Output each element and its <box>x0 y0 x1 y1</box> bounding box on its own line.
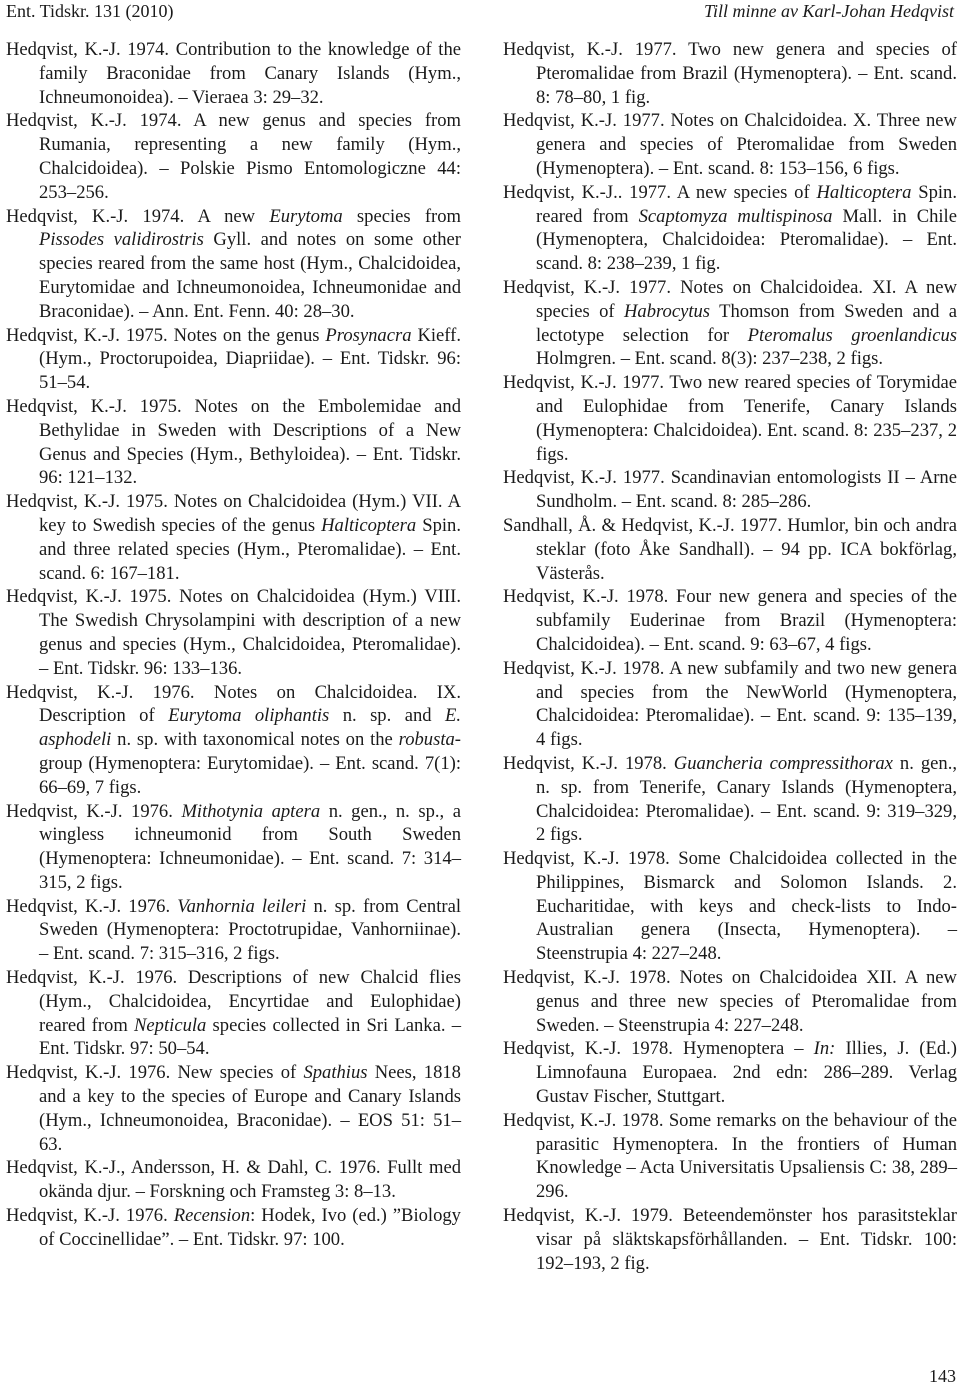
reference-entry <box>503 657 957 752</box>
text-segment: Mall. in Chile (Hymenoptera, Chalcidoidea: Pteromalidae). – Ent. scand. 8: 238–239, 1 fig. <box>536 205 957 275</box>
page-number: 143 <box>929 1366 956 1386</box>
reference-entry <box>503 585 957 656</box>
text-segment: Hedqvist, K.-J. 1974. A new <box>6 205 270 227</box>
text-segment: Illies, J. (Ed.) Limnofauna Europaea. 2nd edn: 286–289. Verlag Gustav Fischer, Stuttgart. <box>536 1038 957 1108</box>
text-segment: n. sp. with taxonomical notes on the <box>111 729 399 751</box>
reference-entry <box>503 466 957 514</box>
reference-entry <box>503 181 957 276</box>
text-segment: Hedqvist, K.-J. 1978. A new subfamily and two new genera and species from the NewWorld (Hymenoptera, Chalcidoidea: Pteromalidae). – Ent. scand. 9: 135–139, 4 figs. <box>503 657 957 751</box>
italic-text: Pteromalus groenlandicus <box>747 324 957 346</box>
italic-text: Guancheria compressithorax <box>673 752 893 774</box>
running-title: Till minne av Karl-Johan Hedqvist <box>704 1 954 21</box>
reference-entry <box>6 324 461 395</box>
text-segment: Hedqvist, K.-J. 1976. New species of <box>6 1062 304 1084</box>
text-segment: Thomson from Sweden and a lectotype selection for <box>536 300 958 346</box>
text-segment: Hedqvist, K.-J. 1979. Beteendemönster hos parasitsteklar visar på släktskapsförhållanden. – Ent. Tidskr. 100: 192–193, 2 fig. <box>503 1205 957 1274</box>
text-segment: n. gen., n. sp., a wingless ichneumonid from South Sweden (Hymenoptera: Ichneumonidae). – Ent. scand. 7: 314–315, 2 figs. <box>39 800 462 893</box>
reference-entry <box>6 38 461 109</box>
reference-entry <box>6 109 461 204</box>
reference-entry <box>503 276 957 371</box>
text-segment: Hedqvist, K.-J. 1978. Some remarks on the behaviour of the parasitic Hymenoptera. In the frontiers of Human Knowledge – Acta Universitatis Upsaliensis C: 38, 289–296. <box>503 1109 957 1203</box>
text-segment: : Hodek, Ivo (ed.) ”Biology of Coccinellidae”. – Ent. Tidskr. 97: 100. <box>39 1205 461 1250</box>
text-segment: Hedqvist, K.-J. 1978. Hymenoptera – <box>503 1038 814 1060</box>
left-reference-column <box>6 38 461 1252</box>
italic-text: Nepticula <box>134 1014 207 1036</box>
italic-text: Eurytoma oliphantis <box>168 705 330 727</box>
text-segment: -group (Hymenoptera: Eurytomidae). – Ent. scand. 7(1): 66–69, 7 figs. <box>39 729 461 798</box>
reference-entry <box>503 38 957 109</box>
italic-text: Spathius <box>303 1062 368 1084</box>
reference-entry <box>6 395 461 490</box>
text-segment: n. sp. from Central Sweden (Hymenoptera: Proctotrupidae, Vanhorniinae). – Ent. scand. 7: 315–316, 2 figs. <box>39 895 461 965</box>
italic-text: Vanhornia leileri <box>177 895 307 917</box>
italic-text: E. asphodeli <box>39 705 461 751</box>
right-reference-column <box>503 38 957 1275</box>
text-segment: Sandhall, Å. & Hedqvist, K.-J. 1977. Humlor, bin och andra steklar (foto Åke Sandhall). – 94 pp. ICA bokförlag, Västerås. <box>503 514 957 584</box>
text-segment: Nees, 1818 and a key to the species of Europe and Canary Islands (Hym., Ichneumonoidea, Braconidae). – EOS 51: 51–63. <box>39 1062 461 1155</box>
reference-entry <box>6 205 461 324</box>
text-segment: Hedqvist, K.-J. 1978. <box>503 752 674 774</box>
reference-entry <box>503 514 957 585</box>
italic-text: Habrocytus <box>623 300 711 322</box>
text-segment: Hedqvist, K.-J. 1975. Notes on Chalcidoidea (Hym.) VII. A key to Swedish species of the genus <box>6 491 461 536</box>
reference-entry <box>503 1109 957 1204</box>
text-segment: Hedqvist, K.-J. 1975. Notes on the Embolemidae and Bethylidae in Sweden with Descriptions of a New Genus and Species (Hym., Bethyloidea). – Ent. Tidskr. 96: 121–132. <box>6 395 461 489</box>
text-segment: Hedqvist, K.-J. 1976. <box>6 800 182 822</box>
reference-entry <box>503 752 957 847</box>
reference-entry <box>6 490 461 585</box>
italic-text: Eurytoma <box>269 205 343 227</box>
text-segment: Hedqvist, K.-J. 1976. Notes on Chalcidoidea. IX. Description of <box>6 681 461 727</box>
text-segment: Hedqvist, K.-J. 1976. <box>6 895 178 917</box>
reference-entry <box>6 1156 461 1204</box>
reference-entry <box>503 966 957 1037</box>
text-segment: Hedqvist, K.-J. 1977. Two new reared species of Torymidae and Eulophidae from Tenerife, Canary Islands (Hymenoptera: Chalcidoidea). Ent. scand. 8: 235–237, 2 figs. <box>503 372 957 465</box>
reference-entry <box>503 1204 957 1275</box>
text-segment: n. sp. and <box>329 705 445 727</box>
reference-entry <box>6 585 461 680</box>
reference-entry <box>503 109 957 180</box>
text-segment: Hedqvist, K.-J., Andersson, H. & Dahl, C. 1976. Fullt med okända djur. – Forskning och Framsteg 3: 8–13. <box>6 1157 461 1203</box>
italic-text: Recension <box>173 1205 251 1227</box>
text-segment: Hedqvist, K.-J. 1974. Contribution to the knowledge of the family Braconidae from Canary Islands (Hym., Ichneumonoidea). – Vieraea 3: 29–32. <box>6 39 461 108</box>
text-segment: Kieff. (Hym., Proctorupoidea, Diapriidae). – Ent. Tidskr. 96: 51–54. <box>39 324 461 394</box>
text-segment: Hedqvist, K.-J. 1977. Notes on Chalcidoidea. XI. A new species of <box>503 276 957 322</box>
journal-header: Ent. Tidskr. 131 (2010) <box>6 1 174 21</box>
reference-entry <box>6 1204 461 1252</box>
text-segment: Spin. reared from <box>536 181 957 227</box>
text-segment: Hedqvist, K.-J.. 1977. A new species of <box>503 181 817 203</box>
italic-text: Halticoptera <box>321 514 417 536</box>
text-segment: Hedqvist, K.-J. 1975. Notes on Chalcidoidea (Hym.) VIII. The Swedish Chrysolampini with description of a new genus and species (Hym., Chalcidoidea, Pteromalidae). – Ent. Tidskr. 96: 133–136. <box>6 586 461 679</box>
reference-entry <box>6 1061 461 1156</box>
italic-text: robusta <box>398 729 455 751</box>
italic-text: Pissodes validirostris <box>39 229 204 251</box>
text-segment: Hedqvist, K.-J. 1974. A new genus and species from Rumania, representing a new family (Hym., Chalcidoidea). – Polskie Pismo Entomologiczne 44: 253–256. <box>6 110 461 203</box>
text-segment: Hedqvist, K.-J. 1975. Notes on the genus <box>6 324 326 346</box>
text-segment: Hedqvist, K.-J. 1976. <box>6 1205 174 1227</box>
text-segment: Gyll. and notes on some other species reared from the same host (Hym., Chalcidoidea, Eurytomidae and Ichneumonoidea, Ichneumonidae and Braconidae). – Ann. Ent. Fenn. 40: 28–30. <box>39 229 461 322</box>
reference-entry <box>503 1037 957 1108</box>
reference-entry <box>6 681 461 800</box>
reference-entry <box>503 371 957 466</box>
text-segment: Hedqvist, K.-J. 1976. Descriptions of new Chalcid flies (Hym., Chalcidoidea, Encyrtidae and Eulophidae) reared from <box>6 967 461 1036</box>
text-segment: Hedqvist, K.-J. 1977. Scandinavian entomologists II – Arne Sundholm. – Ent. scand. 8: 285–286. <box>503 467 957 513</box>
italic-text: In: <box>813 1038 836 1060</box>
reference-entry <box>6 895 461 966</box>
italic-text: Prosynacra <box>325 324 412 346</box>
italic-text: Scaptomyza multispinosa <box>638 205 833 227</box>
italic-text: Mithotynia aptera <box>181 800 321 822</box>
text-segment: Spin. and three related species (Hym., Pteromalidae). – Ent. scand. 6: 167–181. <box>39 514 461 584</box>
reference-entry <box>503 847 957 966</box>
text-segment: n. gen., n. sp. from Tenerife, Canary Islands (Hymenoptera, Chalcidoidea: Pteromalidae). – Ent. scand. 9: 319–329, 2 figs. <box>536 752 957 846</box>
reference-entry <box>6 966 461 1061</box>
text-segment: Hedqvist, K.-J. 1977. Two new genera and species of Pteromalidae from Brazil (Hymenoptera). – Ent. scand. 8: 78–80, 1 fig. <box>503 39 957 108</box>
text-segment: Hedqvist, K.-J. 1978. Some Chalcidoidea collected in the Philippines, Bismarck and Solomon Islands. 2. Eucharitidae, with keys and check-lists to Indo-Australian genera (Insecta, Hymenoptera). – Steenstrupia 4: 227–248. <box>503 848 957 965</box>
text-segment: Hedqvist, K.-J. 1978. Notes on Chalcidoidea XII. A new genus and three new species of Pteromalidae from Sweden. – Steenstrupia 4: 227–248. <box>503 967 957 1036</box>
italic-text: Halticoptera <box>816 181 912 203</box>
text-segment: Hedqvist, K.-J. 1978. Four new genera and species of the subfamily Euderinae from Brazil (Hymenoptera: Chalcidoidea). – Ent. scand. 9: 63–67, 4 figs. <box>503 586 957 655</box>
text-segment: species collected in Sri Lanka. – Ent. Tidskr. 97: 50–54. <box>39 1014 461 1060</box>
text-segment: Hedqvist, K.-J. 1977. Notes on Chalcidoidea. X. Three new genera and species of Pteromalidae from Sweden (Hymenoptera). – Ent. scand. 8: 153–156, 6 figs. <box>503 110 957 179</box>
text-segment: species from <box>342 205 462 227</box>
text-segment: Holmgren. – Ent. scand. 8(3): 237–238, 2 figs. <box>536 348 884 370</box>
reference-entry <box>6 800 461 895</box>
